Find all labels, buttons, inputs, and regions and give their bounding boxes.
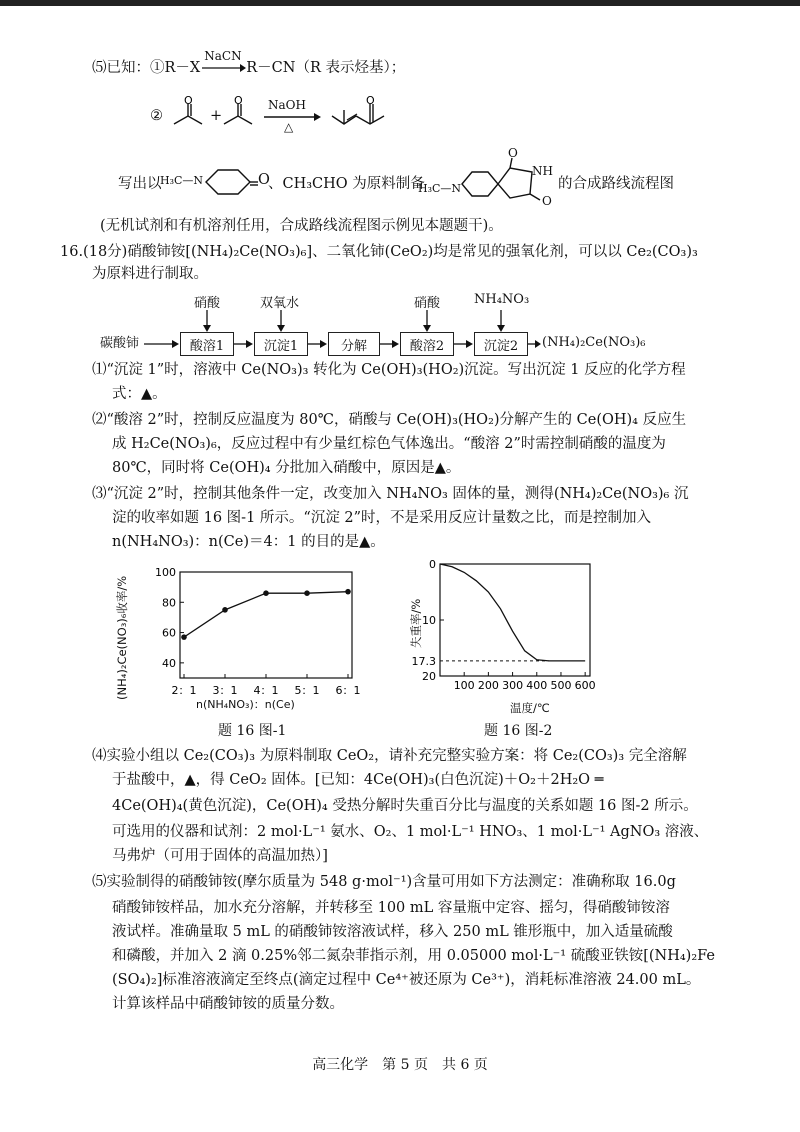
q16-p5-line1: ⑸实验制得的硝酸铈铵(摩尔质量为 548 g·mol⁻¹)含量可用如下方法测定：准确称取 16.0g	[92, 874, 676, 890]
chart-16-2	[400, 552, 610, 702]
chart2-frame	[440, 564, 590, 676]
q16-p5-line2: 硝酸铈铵样品，加水充分溶解，并转移至 100 mL 容量瓶中定容、摇匀，得硝酸铈铵溶	[112, 900, 670, 916]
chart1-point-1	[222, 607, 228, 613]
chart2-xtick-label-0: 100	[453, 679, 475, 692]
page-footer: 高三化学 第 5 页 共 6 页	[312, 1057, 488, 1073]
flow-down-arrow-1	[202, 310, 212, 332]
svg-text:O: O	[366, 96, 375, 107]
flow-box-4: 酸溶2	[400, 332, 454, 356]
chart1-xtick-label-1: 3：1	[212, 684, 238, 697]
chart1-xtick-label-4: 6：1	[335, 684, 361, 697]
flow-arrow-0	[144, 339, 180, 349]
flow-arrow-1	[234, 339, 254, 349]
flow-arrow-2	[308, 339, 328, 349]
chart2-xtick-label-2: 300	[502, 679, 524, 692]
q16-p2-line2: 成 H₂Ce(NO₃)₆，反应过程中有少量红棕色气体逸出。“酸溶 2”时需控制硝酸的温度为	[112, 436, 666, 452]
chart2-series-line	[440, 564, 585, 661]
chart1-title: 题 16 图-1	[218, 723, 287, 739]
flow-reagent-1: 硝酸	[194, 296, 221, 311]
flow-arrow-3	[380, 339, 400, 349]
chart1-point-2	[263, 590, 269, 596]
chart1-xtick-label-3: 5：1	[294, 684, 320, 697]
q16-p4-line2: 于盐酸中，▲，得 CeO₂ 固体。[已知：4Ce(OH)₃(白色沉淀)＋O₂＋2H₂O ═	[112, 772, 604, 788]
q16-p4-line3: 4Ce(OH)₄(黄色沉淀)，Ce(OH)₄ 受热分解时失重百分比与温度的关系如题 16 图-2 所示。	[112, 798, 698, 814]
flow-box-3: 分解	[328, 332, 380, 356]
svg-text:O: O	[234, 96, 243, 107]
q15-5-line1: ⑸已知：①R－X NaCN R－CN（R 表示烃基）；	[92, 49, 406, 76]
flow-box-2: 沉淀1	[254, 332, 308, 356]
chart1-xtick-label-0: 2：1	[171, 684, 197, 697]
chart1-ylabel: (NH₄)₂Ce(NO₃)₆收率/%	[115, 575, 129, 700]
flow-diagram	[100, 290, 740, 360]
q16-p5-line3: 液试样。准确量取 5 mL 的硝酸铈铵溶液试样，移入 250 mL 锥形瓶中，加入适量硫酸	[112, 924, 673, 940]
chart2-ytick-label-1: 10	[422, 614, 436, 627]
q16-p1-line2: 式：▲。	[112, 386, 167, 402]
q16-p5-line5: (SO₄)₂]标准溶液滴定至终点(滴定过程中 Ce⁴⁺被还原为 Ce³⁺)，消耗标准溶液 24.00 mL。	[112, 972, 701, 988]
chart2-xtick-label-1: 200	[477, 679, 499, 692]
mesityl-oxide-structure	[328, 96, 398, 132]
flow-reagent-4: NH₄NO₃	[474, 292, 530, 307]
chart1-ytick-label-2: 80	[162, 596, 176, 610]
q16-p4-line4: 可选用的仪器和试剂：2 mol·L⁻¹ 氨水、O₂、1 mol·L⁻¹ HNO₃、1 mol·L⁻¹ AgNO₃ 溶液、	[112, 824, 709, 840]
flow-reagent-3: 硝酸	[414, 296, 441, 311]
q16-p2-line3: 80℃，同时将 Ce(OH)₄ 分批加入硝酸中，原因是▲。	[112, 460, 461, 476]
chart1-frame	[180, 572, 352, 678]
flow-product: (NH₄)₂Ce(NO₃)₆	[542, 335, 646, 350]
chart1-point-3	[304, 590, 310, 596]
flow-down-arrow-4	[496, 310, 506, 332]
chart2-xlabel: 温度/℃	[510, 701, 550, 715]
flow-arrow-5	[528, 339, 542, 349]
q16-p5-line4: 和磷酸，并加入 2 滴 0.25%邻二氮杂菲指示剂，用 0.05000 mol·L⁻¹ 硫酸亚铁铵[(NH₄)₂Fe	[112, 948, 716, 964]
chart1-xlabel: n(NH₄NO₃)：n(Ce)	[196, 698, 295, 711]
q16-p3-line3: n(NH₄NO₃)：n(Ce)＝4：1 的目的是▲。	[112, 534, 385, 550]
chart1-point-0	[181, 634, 187, 640]
chart2-ytick-label-2: 20	[422, 670, 436, 683]
flow-box-5: 沉淀2	[474, 332, 528, 356]
q16-p4-line5: 马弗炉（可用于固体的高温加热）]	[112, 848, 328, 864]
q16-p1-line1: ⑴“沉淀 1”时，溶液中 Ce(NO₃)₃ 转化为 Ce(OH)₃(HO₂)沉淀。写出沉淀 1 反应的化学方程	[92, 362, 686, 378]
chart1-series-line	[184, 592, 348, 637]
flow-box-1: 酸溶1	[180, 332, 234, 356]
flow-start: 碳酸铈	[100, 336, 140, 351]
flow-down-arrow-2	[276, 310, 286, 332]
q16-p5-line6: 计算该样品中硝酸铈铵的质量分数。	[112, 996, 344, 1012]
chart1-xtick-label-2: 4：1	[253, 684, 279, 697]
acetone-structure-1	[170, 96, 210, 132]
flow-arrow-4	[454, 339, 474, 349]
chart-16-1	[140, 560, 370, 710]
chart2-xtick-label-4: 500	[550, 679, 572, 692]
chart1-ytick-label-1: 60	[162, 626, 176, 640]
piperidinone-structure	[202, 162, 266, 206]
chart2-title: 题 16 图-2	[484, 723, 553, 739]
q15-5-note: (无机试剂和有机溶剂任用，合成路线流程图示例见本题题干)。	[100, 218, 503, 234]
q16-p4-line1: ⑷实验小组以 Ce₂(CO₃)₃ 为原料制取 CeO₂，请补充完整实验方案：将 Ce₂(CO₃)₃ 完全溶解	[92, 748, 687, 764]
chart2-annotation: 17.3	[411, 654, 436, 668]
flow-reagent-2: 双氧水	[260, 296, 300, 311]
chart1-ytick-label-3: 100	[155, 566, 176, 579]
q15-5-reaction2: ② O + O NaOH △ O	[150, 96, 410, 138]
q16-p2-line1: ⑵“酸溶 2”时，控制反应温度为 80℃，硝酸与 Ce(OH)₃(HO₂)分解产生的 Ce(OH)₄ 反应生	[92, 412, 687, 428]
q16-p3-line1: ⑶“沉淀 2”时，控制其他条件一定，改变加入 NH₄NO₃ 固体的量，测得(NH₄)₂Ce(NO₃)₆ 沉	[92, 486, 689, 502]
q16-p3-line2: 淀的收率如题 16 图-1 所示。“沉淀 2”时，不是采用反应计量数之比，而是控制加入	[112, 510, 652, 526]
q16-intro-line2: 为原料进行制取。	[92, 266, 208, 282]
scan-top-bar	[0, 0, 800, 6]
chart2-xtick-label-3: 400	[526, 679, 548, 692]
q15-5-task-line: 写出以 H₃C—N O 、CH₃CHO 为原料制备 H₃C—N O NH O 的合成路线流程图	[118, 146, 674, 208]
chart2-xtick-label-5: 600	[574, 679, 596, 692]
chart1-point-4	[345, 589, 351, 595]
svg-text:O: O	[184, 96, 193, 107]
chart1-ytick-label-0: 40	[162, 656, 176, 670]
chart2-ylabel: 失重率/%	[409, 598, 423, 648]
chart2-ytick-label-0: 0	[429, 558, 436, 571]
flow-down-arrow-3	[422, 310, 432, 332]
q16-intro-line1: 16.(18分)硝酸铈铵[(NH₄)₂Ce(NO₃)₆]、二氧化铈(CeO₂)均是常见的强氧化剂，可以以 Ce₂(CO₃)₃	[60, 244, 698, 260]
acetone-structure-2	[220, 96, 260, 132]
